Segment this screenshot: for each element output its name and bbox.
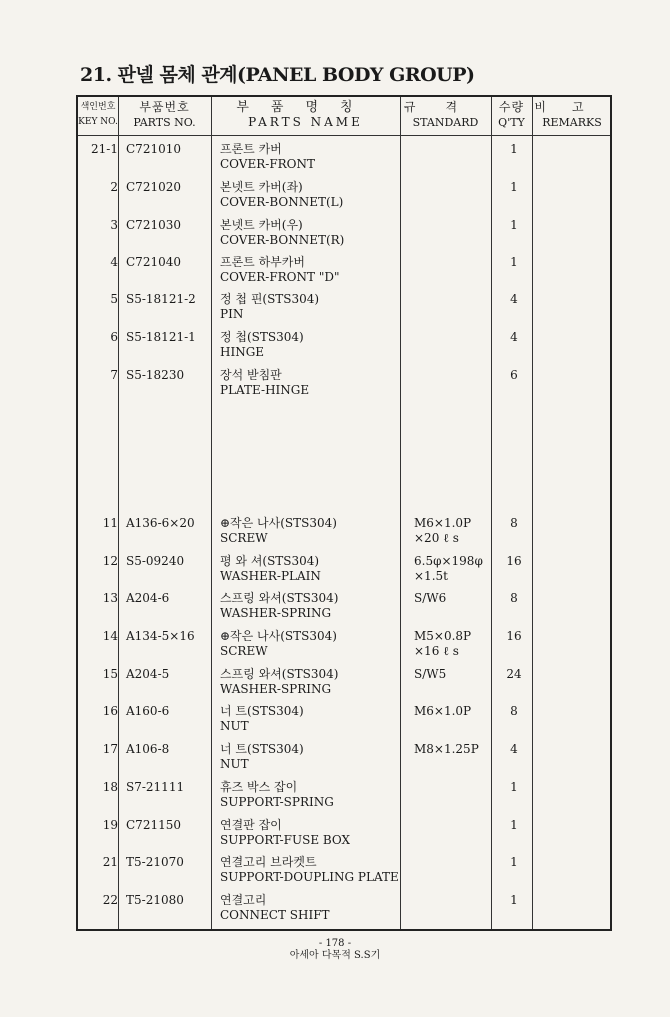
- quantity: 4: [510, 742, 518, 756]
- part-name: [220, 516, 400, 546]
- key-no: 2: [110, 180, 118, 194]
- quantity: 1: [510, 780, 518, 794]
- table-row: [78, 180, 610, 216]
- header-qty: [491, 100, 532, 130]
- table-row: [78, 855, 610, 891]
- quantity: 8: [510, 591, 518, 605]
- quantity: 1: [510, 218, 518, 232]
- part-name: [220, 142, 400, 172]
- part-name-en: SCREW: [220, 531, 268, 545]
- part-name: [220, 742, 400, 772]
- part-name-ko: 정 첩(STS304): [220, 330, 304, 344]
- standard-line1: M6×1.0P: [414, 516, 472, 530]
- quantity: 1: [510, 855, 518, 869]
- quantity: 6: [510, 368, 518, 382]
- standard-line2: ×20 ℓ s: [414, 531, 459, 545]
- key-no: 5: [110, 292, 118, 306]
- part-no: S7-21111: [126, 780, 185, 794]
- part-name-ko: 본넷트 카버(좌): [220, 180, 303, 194]
- part-no: A106-8: [126, 742, 170, 756]
- table-row: [78, 667, 610, 703]
- header-name-en: PARTS NAME: [248, 115, 363, 129]
- key-no: 15: [102, 667, 118, 681]
- header-parts-ko: 부품번호: [139, 100, 190, 114]
- part-name: [220, 255, 400, 285]
- key-no: 7: [110, 368, 118, 382]
- part-name: [220, 180, 400, 210]
- part-no: C721010: [126, 142, 181, 156]
- table-row: [78, 142, 610, 178]
- part-name-en: SUPPORT-DOUPLING PLATE: [220, 870, 399, 884]
- key-no: 22: [102, 893, 118, 907]
- part-name-en: COVER-BONNET(L): [220, 195, 344, 209]
- standard-line1: M8×1.25P: [414, 742, 479, 756]
- page-number: - 178 -: [318, 938, 352, 949]
- part-name-en: HINGE: [220, 345, 265, 359]
- key-no: 11: [102, 516, 118, 530]
- part-name-ko: 스프링 와셔(STS304): [220, 667, 339, 681]
- part-no: S5-18121-2: [126, 292, 196, 306]
- part-no: S5-18121-1: [126, 330, 196, 344]
- key-no: 19: [102, 818, 118, 832]
- header-qty-en: Q'TY: [498, 116, 525, 129]
- quantity: 8: [510, 516, 518, 530]
- part-name-en: WASHER-PLAIN: [220, 569, 321, 583]
- table-row: [78, 516, 610, 552]
- part-name-en: SUPPORT-SPRING: [220, 795, 334, 809]
- quantity: 1: [510, 255, 518, 269]
- key-no: 6: [110, 330, 118, 344]
- header-key-ko: 색인번호: [80, 102, 116, 112]
- part-no: A204-6: [126, 591, 170, 605]
- part-name-ko: 너 트(STS304): [220, 742, 304, 756]
- quantity: 8: [510, 704, 518, 718]
- part-name-en: PIN: [220, 307, 244, 321]
- part-name: [220, 818, 400, 848]
- key-no: 3: [110, 218, 118, 232]
- header-rem-en: REMARKS: [542, 116, 602, 129]
- part-name-ko: 연결판 잡이: [220, 818, 282, 832]
- table-row: [78, 893, 610, 929]
- table-row: [78, 591, 610, 627]
- page-title: 21. 판넬 몸체 관계(PANEL BODY GROUP): [80, 64, 475, 86]
- standard-line2: ×16 ℓ s: [414, 644, 459, 658]
- table-row: [78, 255, 610, 291]
- part-name-ko: 평 와 셔(STS304): [220, 554, 320, 568]
- part-name-ko: 프론트 하부카버: [220, 255, 305, 269]
- key-no: 14: [102, 629, 118, 643]
- header-standard: [400, 100, 491, 130]
- part-name-ko: ⊕작은 나사(STS304): [220, 516, 337, 530]
- key-no: 21: [102, 855, 118, 869]
- part-name-en: NUT: [220, 719, 249, 733]
- header-std-ko: 규격: [403, 100, 488, 114]
- part-name-en: NUT: [220, 757, 249, 771]
- header-parts-name: [211, 100, 400, 130]
- part-name: [220, 780, 400, 810]
- quantity: 16: [506, 629, 522, 643]
- company-name: 아세아 다목적 S.S기: [289, 950, 381, 961]
- table-row: [78, 818, 610, 854]
- part-name-en: SUPPORT-FUSE BOX: [220, 833, 351, 847]
- part-name: [220, 667, 400, 697]
- table-row: [78, 292, 610, 328]
- standard: [414, 516, 504, 546]
- part-no: S5-09240: [126, 554, 185, 568]
- part-no: T5-21070: [126, 855, 184, 869]
- part-no: A204-5: [126, 667, 170, 681]
- part-no: A136-6×20: [126, 516, 195, 530]
- quantity: 1: [510, 818, 518, 832]
- part-name: [220, 218, 400, 248]
- header-divider: [78, 135, 610, 136]
- standard: [414, 704, 504, 719]
- part-no: A134-5×16: [126, 629, 195, 643]
- key-no: 13: [102, 591, 118, 605]
- table-row: [78, 330, 610, 366]
- header-remarks: [532, 100, 612, 130]
- standard-line1: S/W6: [414, 591, 447, 605]
- part-name-ko: 휴즈 박스 잡이: [220, 780, 298, 794]
- part-name-en: COVER-FRONT: [220, 157, 316, 171]
- part-name-en: CONNECT SHIFT: [220, 908, 330, 922]
- key-no: 17: [102, 742, 118, 756]
- part-name: [220, 704, 400, 734]
- quantity: 1: [510, 893, 518, 907]
- table-row: [78, 368, 610, 404]
- standard: [414, 742, 504, 757]
- standard: [414, 667, 504, 682]
- part-no: C721150: [126, 818, 181, 832]
- part-name: [220, 554, 400, 584]
- header-parts-en: PARTS NO.: [133, 116, 196, 129]
- table-row: [78, 554, 610, 590]
- key-no: 16: [102, 704, 118, 718]
- part-name-ko: 스프링 와셔(STS304): [220, 591, 339, 605]
- part-name: [220, 855, 400, 885]
- parts-table: [76, 95, 612, 931]
- standard-line2: ×1.5t: [414, 569, 448, 583]
- part-name-en: COVER-BONNET(R): [220, 233, 345, 247]
- quantity: 1: [510, 142, 518, 156]
- part-name: [220, 893, 400, 923]
- part-name-ko: 연결고리 브라켓트: [220, 855, 317, 869]
- standard: [414, 591, 504, 606]
- header-key-en: KEY NO.: [78, 117, 118, 127]
- quantity: 16: [506, 554, 522, 568]
- part-name-ko: 장석 받침판: [220, 368, 282, 382]
- table-row: [78, 218, 610, 254]
- part-name-ko: 본넷트 카버(우): [220, 218, 303, 232]
- part-name-ko: 연결고리: [220, 893, 267, 907]
- part-name-en: WASHER-SPRING: [220, 606, 332, 620]
- part-name: [220, 591, 400, 621]
- part-no: S5-18230: [126, 368, 185, 382]
- part-name-ko: 정 첩 핀(STS304): [220, 292, 320, 306]
- header-parts-no: [118, 100, 211, 130]
- part-name-en: SCREW: [220, 644, 268, 658]
- table-row: [78, 742, 610, 778]
- part-no: C721030: [126, 218, 181, 232]
- part-name-en: PLATE-HINGE: [220, 383, 310, 397]
- part-name-ko: 너 트(STS304): [220, 704, 304, 718]
- header-rem-ko: 비고: [534, 100, 610, 114]
- part-no: C721040: [126, 255, 181, 269]
- standard-line1: 6.5φ×198φ: [414, 554, 483, 568]
- key-no: 18: [102, 780, 118, 794]
- quantity: 1: [510, 180, 518, 194]
- part-name: [220, 629, 400, 659]
- part-name-ko: 프론트 카버: [220, 142, 282, 156]
- quantity: 24: [506, 667, 522, 681]
- part-name: [220, 330, 400, 360]
- header-key: [78, 100, 118, 130]
- part-name-en: COVER-FRONT "D": [220, 270, 340, 284]
- header-std-en: STANDARD: [412, 116, 479, 129]
- part-no: T5-21080: [126, 893, 184, 907]
- key-no: 4: [110, 255, 118, 269]
- standard-line1: S/W5: [414, 667, 447, 681]
- standard: [414, 629, 504, 659]
- quantity: 4: [510, 292, 518, 306]
- standard-line1: M5×0.8P: [414, 629, 472, 643]
- table-row: [78, 704, 610, 740]
- table-row: [78, 629, 610, 665]
- standard-line1: M6×1.0P: [414, 704, 472, 718]
- part-no: C721020: [126, 180, 181, 194]
- key-no: 12: [102, 554, 118, 568]
- table-row: [78, 780, 610, 816]
- quantity: 4: [510, 330, 518, 344]
- part-name: [220, 368, 400, 398]
- header-name-ko: 부품명칭: [236, 100, 375, 115]
- key-no: 21-1: [91, 142, 118, 156]
- page-footer: [0, 938, 670, 962]
- standard: [414, 554, 504, 584]
- part-name-ko: ⊕작은 나사(STS304): [220, 629, 337, 643]
- part-name: [220, 292, 400, 322]
- part-name-en: WASHER-SPRING: [220, 682, 332, 696]
- part-no: A160-6: [126, 704, 170, 718]
- header-qty-ko: 수량: [498, 100, 525, 114]
